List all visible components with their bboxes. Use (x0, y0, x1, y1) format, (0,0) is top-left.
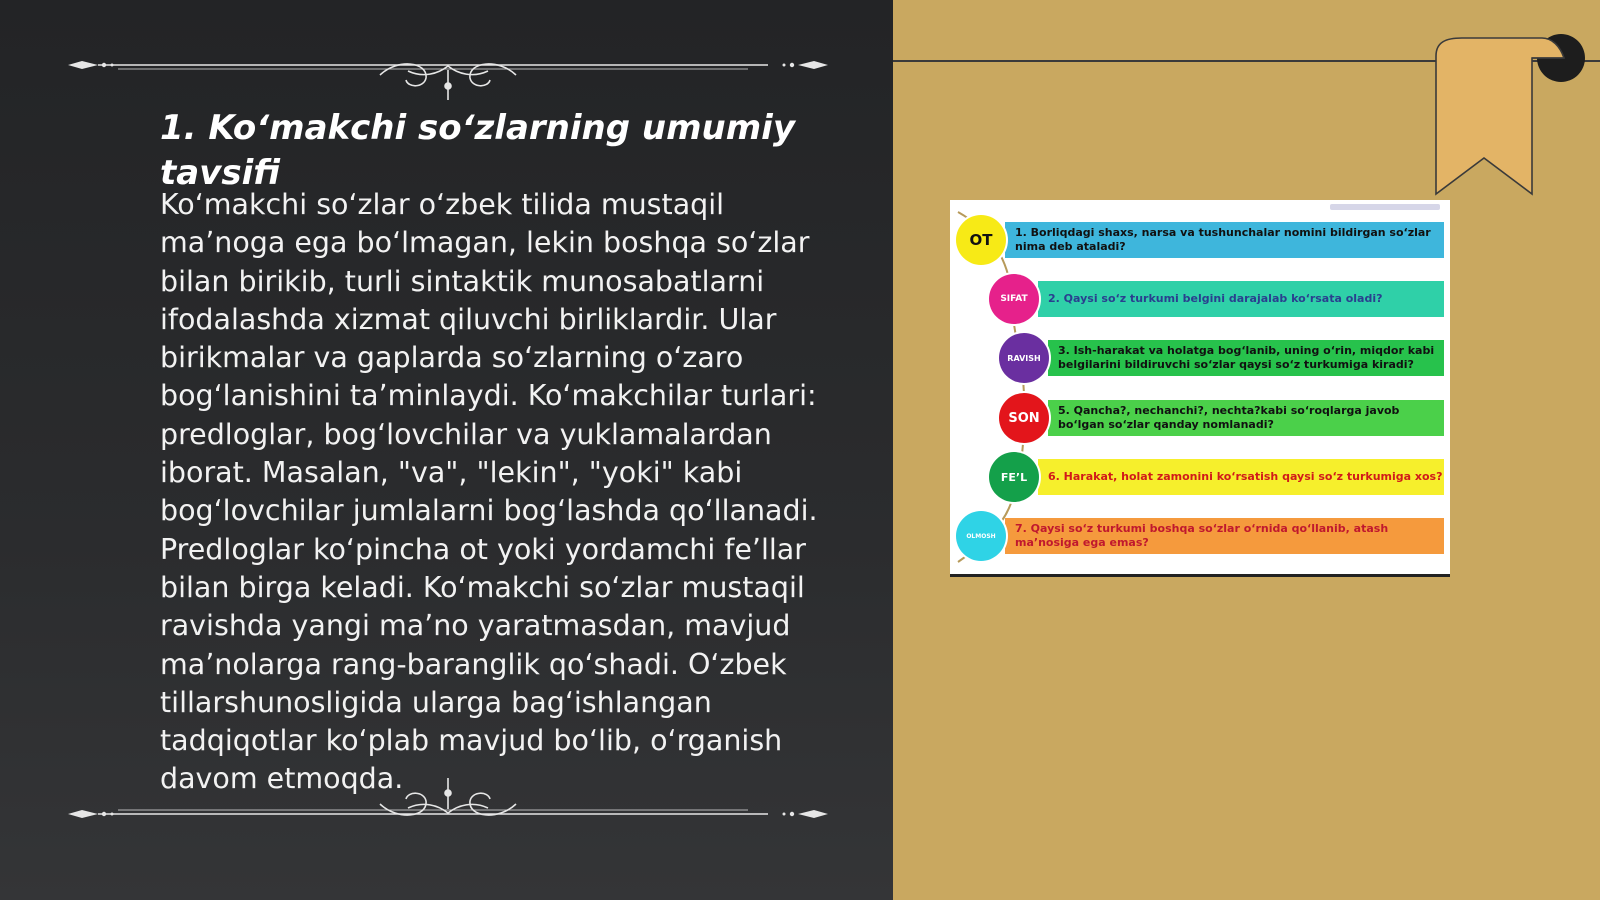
infographic-question-text: 2. Qaysi so‘z turkumi belgini darajalab ko‘rsata oladi? (1048, 292, 1383, 305)
infographic-question-band (1005, 518, 1444, 554)
slide-title: 1. Koʻmakchi soʻzlarning umumiy tavsifi (160, 108, 795, 193)
infographic-badge-circle (989, 274, 1039, 324)
infographic-question-band (1048, 340, 1444, 376)
infographic-badge-circle (989, 452, 1039, 502)
slide-body-text: Koʻmakchi soʻzlar oʻzbek tilida mustaqil maʼnoga ega boʻlmagan, lekin boshqa soʻzlar bilan birikib, turli sintaktik munosabatlarni ifodalashda xizmat qiluvchi birliklardir. Ular birikmalar va gaplarda soʻzlarning oʻzaro bogʻlanishini taʼminlaydi. Koʻmakchilar turlari: predloglar, bogʻlovchilar va yuklamalardan iborat. Masalan, "va", "lekin", "yoki" kabi bogʻlovchilar jumlalarni bogʻlashda qoʻllanadi. Predloglar koʻpincha ot yoki yordamchi feʼllar bilan birga keladi. Koʻmakchi soʻzlar mustaqil ravishda yangi maʼno yaratmasdan, mavjud maʼnolarga rang-baranglik qoʻshadi. Oʻzbek tillarshunosligida ularga bagʻishlangan tadqiqotlar koʻplab mavjud boʻlib, oʻrganish davom etmoqda. (160, 188, 818, 796)
infographic-badge-label: RAVISH (1007, 353, 1041, 363)
infographic-question-text: 6. Harakat, holat zamonini ko‘rsatish qaysi so‘z turkumiga xos? (1048, 470, 1443, 483)
word-class-infographic (950, 200, 1450, 577)
infographic-question-band (1038, 281, 1444, 317)
infographic-badge-label: OLMOSH (966, 532, 996, 540)
infographic-badge-circle (956, 215, 1006, 265)
infographic-question-band (1038, 459, 1444, 495)
infographic-question-text: 1. Borliqdagi shaxs, narsa va tushunchalar nomini bildirgan so‘zlar nima deb ataladi? (1015, 226, 1431, 253)
infographic-badge-circle (956, 511, 1006, 561)
infographic-badge-label: OT (969, 231, 993, 249)
infographic-badge-circle (999, 393, 1049, 443)
infographic-badge-label: FE’L (1000, 470, 1028, 484)
infographic-badge-label: SIFAT (1000, 294, 1028, 304)
infographic-question-text: 5. Qancha?, nechanchi?, nechta?kabi so‘roqlarga javob bo‘lgan so‘zlar qanday nomlanadi? (1058, 404, 1400, 431)
infographic-badge-label: SON (1008, 410, 1040, 426)
infographic-question-band (1005, 222, 1444, 258)
infographic-question-text: 7. Qaysi so‘z turkumi boshqa so‘zlar o‘rnida qo‘llanib, atash ma’nosiga ega emas? (1015, 522, 1389, 549)
infographic-badge-circle (999, 333, 1049, 383)
ornament-top-divider (68, 40, 828, 100)
ornament-bottom-divider (68, 776, 828, 836)
infographic-question-band (1048, 400, 1444, 436)
bookmark-ribbon-icon (1432, 34, 1592, 204)
infographic-question-text: 3. Ish-harakat va holatga bog‘lanib, uning o‘rin, miqdor kabi belgilarini bildiruvchi so‘zlar qaysi so‘z turkumiga kiradi? (1058, 344, 1435, 371)
